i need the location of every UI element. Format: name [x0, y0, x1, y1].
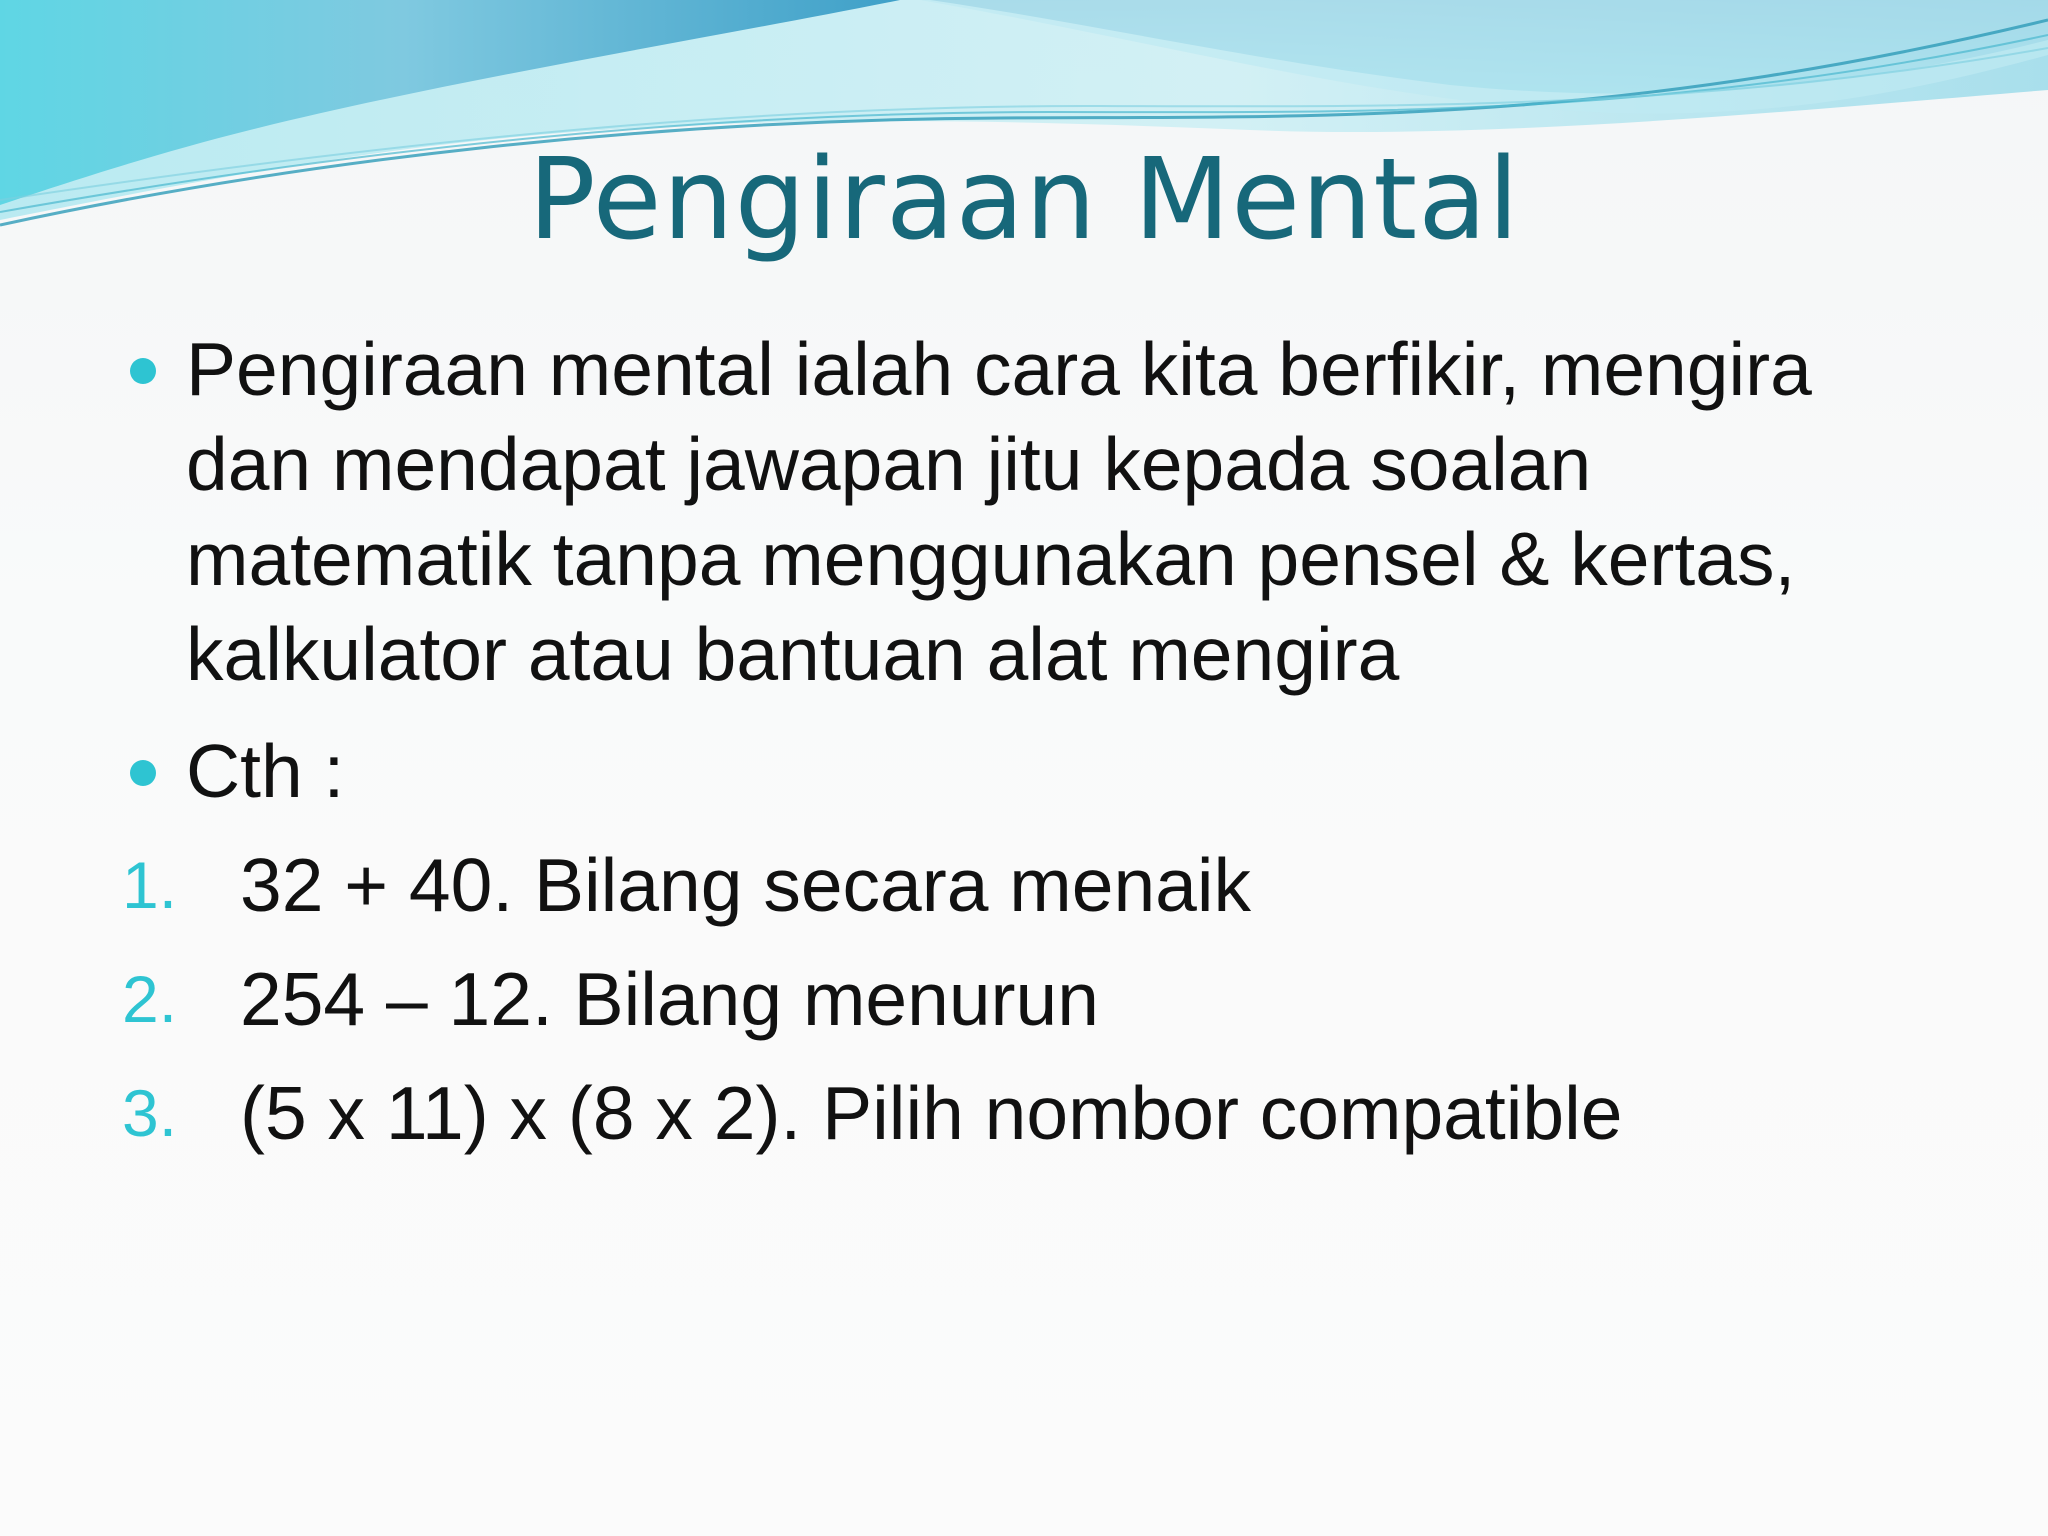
list-number: 2.: [122, 962, 178, 1036]
numbered-item-1: [122, 838, 1942, 952]
bullet-dot-icon: [130, 358, 156, 384]
list-item-text: (5 x 11) x (8 x 2). Pilih nombor compatible: [240, 1071, 1623, 1155]
list-number: 3.: [122, 1076, 178, 1150]
bullet-text: Pengiraan mental ialah cara kita berfikir, mengira dan mendapat jawapan jitu kepada soalan matematik tanpa menggunakan pensel & kertas, kalkulator atau bantuan alat mengira: [186, 327, 1812, 696]
list-number: 1.: [122, 848, 178, 922]
slide-title: Pengiraan Mental: [528, 135, 1520, 265]
list-item-text: 254 – 12. Bilang menurun: [240, 957, 1099, 1041]
bullet-item-example: [130, 724, 1930, 819]
numbered-item-3: [122, 1066, 1942, 1180]
numbered-item-2: [122, 952, 1942, 1066]
bullet-item-definition: [130, 322, 1930, 702]
bullet-text: Cth :: [186, 729, 345, 813]
list-item-text: 32 + 40. Bilang secara menaik: [240, 843, 1252, 927]
bullet-dot-icon: [130, 760, 156, 786]
numbered-list: [122, 838, 1942, 1180]
bullet-list: [130, 322, 1930, 841]
